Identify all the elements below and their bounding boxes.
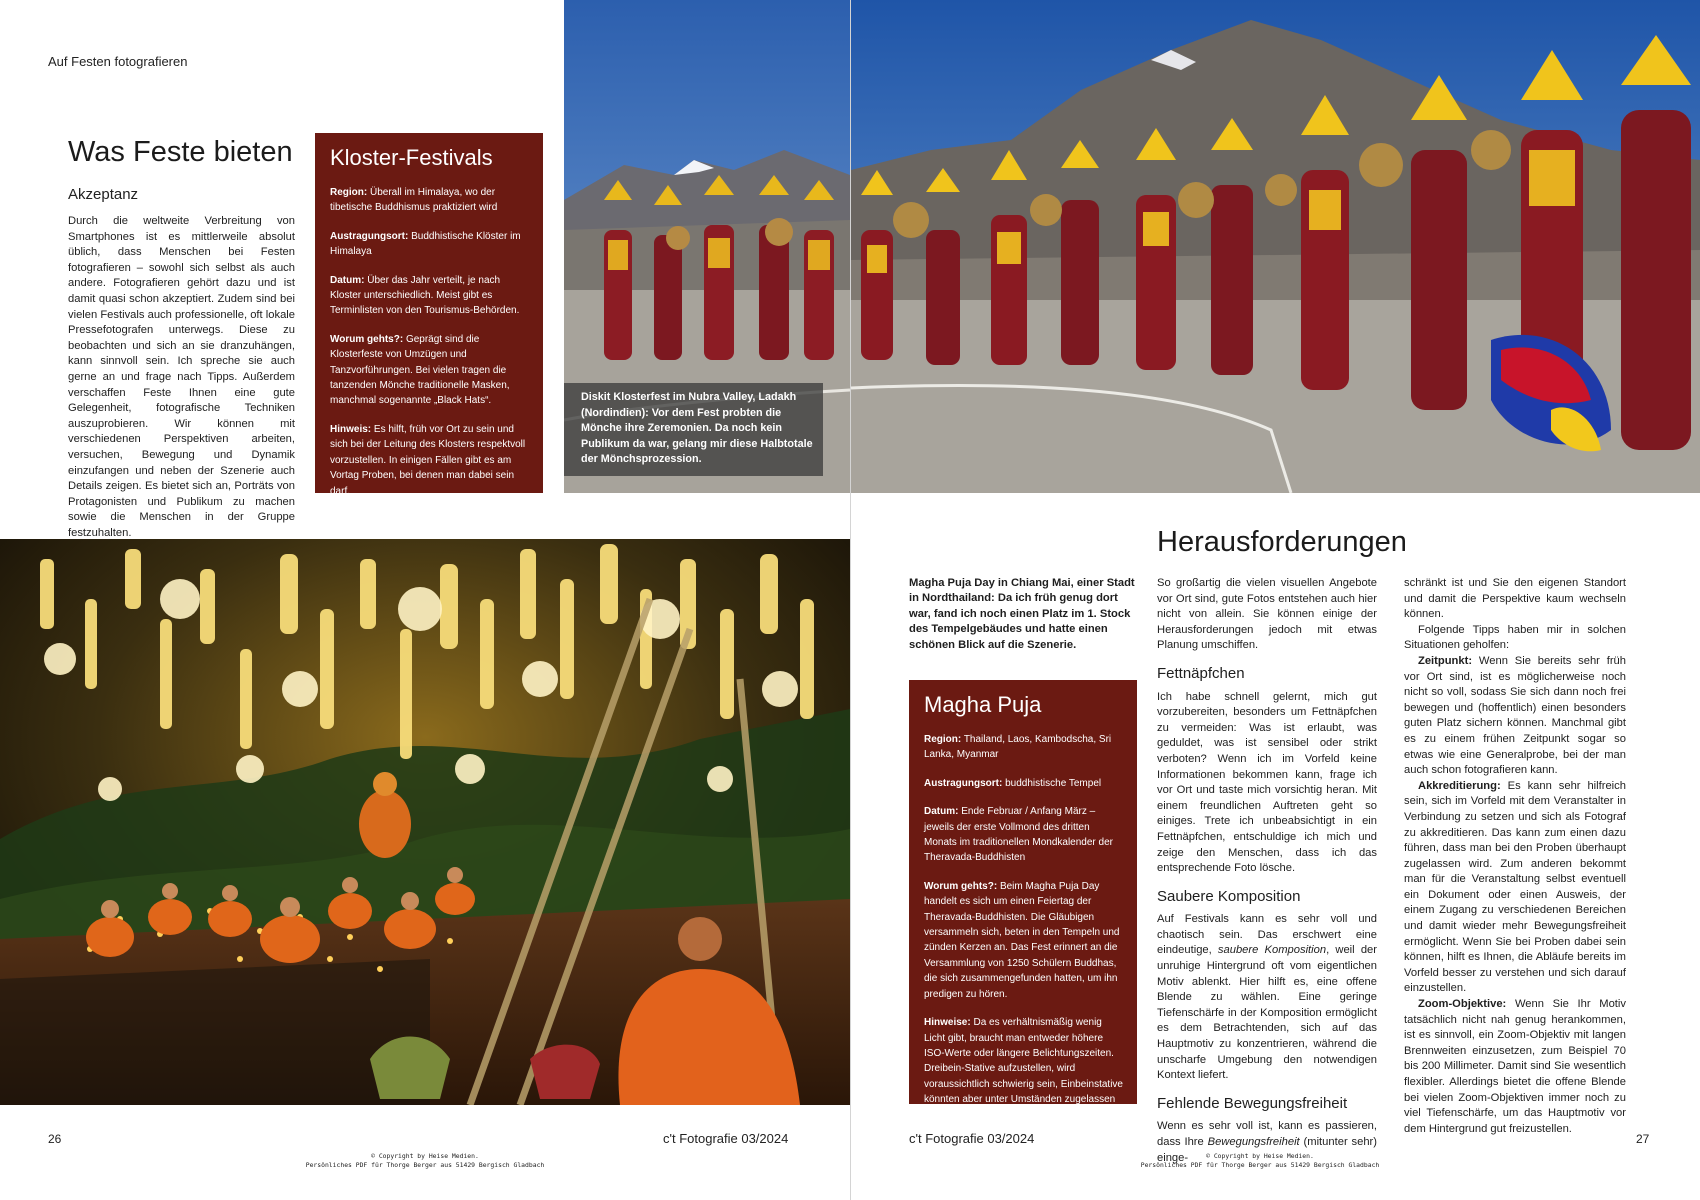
monks-procession-photo-left — [564, 0, 850, 493]
tip-zoom-objektive: Zoom-Objektive: Wenn Sie Ihr Motiv tatsächlich nicht nah genug herankommen, ist es sinnvoll, ein Zoom-Objektiv mit langen Brennweiten einzusetzen, zum Beispiel 70 bis 200 Millimeter. Damit sind Sie wesentlich flexibler. Allerdings bietet die offene Blende bei vielen Zoom-Objektiven immer noch zu viel Tiefenschärfe, um das Hauptmotiv vor dem Hintergrund gut freizustellen. — [1404, 998, 1626, 1135]
page-title: Was Feste bieten — [68, 136, 293, 168]
article-column-1 — [1157, 576, 1377, 1166]
right-page — [851, 0, 1700, 1200]
section-heading-komposition: Saubere Komposition — [1157, 887, 1301, 905]
paragraph-bewegungsfreiheit: Wenn es sehr voll ist, kann es passieren, dass Ihre Bewegungsfreiheit (mitunter sehr) einge- — [1157, 1120, 1378, 1164]
section-heading-bewegungsfreiheit: Fehlende Bewegungsfreiheit — [1157, 1094, 1348, 1112]
tip-zeitpunkt: Zeitpunkt: Wenn Sie bereits sehr früh vor Ort sind, ist es möglicherweise noch nicht so voll, sodass Sie sich dann noch frei bewegen und (hoffentlich) einen besonders guten Platz sichern können. Manchmal gibt es zu einem frühen Zeitpunkt sogar so etwas wie eine Generalprobe, bei der man auch schon fotografieren kann. — [1404, 654, 1627, 777]
copyright-notice: © Copyright by Heise Medien. Persönliches PDF für Thorge Berger aus 51429 Bergisch Gladbach — [305, 1152, 545, 1169]
infobox-date: Datum: Über das Jahr verteilt, je nach Kloster unterschiedlich. Meist gibt es Terminlisten von den Tourismus-Behörden. — [330, 274, 520, 317]
monks-procession-photo-right — [851, 0, 1700, 493]
paragraph: Folgende Tipps haben mir in solchen Situationen geholfen: — [1404, 623, 1626, 652]
running-head: Auf Festen fotografieren — [48, 54, 188, 69]
photo-caption: Diskit Klosterfest im Nubra Valley, Ladakh (Nordindien): Vor dem Fest probten die Mönche ihre Zeremonien. Da noch kein Publikum da war, gelang mir diese Halbtotale der Mönchsprozession. — [564, 383, 823, 476]
page-number: 27 — [1636, 1132, 1650, 1146]
infobox-venue: Austragungsort: Buddhistische Klöster im Himalaya — [330, 230, 521, 258]
copyright-notice: © Copyright by Heise Medien. Persönliches PDF für Thorge Berger aus 51429 Bergisch Gladbach — [1140, 1152, 1380, 1169]
infobox-magha-puja — [909, 680, 1137, 1121]
infobox-hint: Hinweise: Da es verhältnismäßig wenig Licht gibt, braucht man entweder höhere ISO-Werte oder längere Belichtungszeiten. Dreibein-Stative aufzustellen, wird voraussichtlich schwierig sein, Einbeinstative könnten aber unter Umständen zugelassen sein. — [924, 1017, 1123, 1121]
article-column-2 — [1404, 576, 1626, 1137]
intro-paragraph: So großartig die vielen visuellen Angebote vor Ort sind, gute Fotos entstehen auch hier nicht von allein. Sie können einige der Herausforderungen jedoch mit etwas Planung umschiffen. — [1157, 577, 1377, 652]
infobox-kloster-festivals — [315, 133, 543, 497]
section-heading-fettnaepfchen: Fettnäpfchen — [1157, 664, 1245, 682]
monks-procession-illustration-right — [851, 0, 1700, 493]
infobox-about: Worum gehts?: Beim Magha Puja Day handelt es sich um einen Feiertag der Theravada-Buddhisten. Die Gläubigen versammeln sich, beten in den Tempeln und zünden Kerzen an. Das Fest erinnert an die Versammlung von 1250 Schülern Buddhas, die sich zusammengefunden hatten, um ihn predigen zu hören. — [924, 880, 1120, 1000]
paragraph-komposition: Auf Festivals kann es sehr voll und chaotisch sein. Das erschwert eine eindeutige, saubere Komposition, weil der unruhige Hintergrund oft vom eigentlichen Motiv ablenkt. Hier hilft es, eine offene Blende zu wählen. Eine geringe Tiefenschärfe in der Komposition ermöglicht es dem Betrachtenden, sich auf das Hauptmotiv zu konzentrieren, während die unscharfe Umgebung den notwendigen Kontext liefert. — [1157, 913, 1377, 1082]
section-heading-akzeptanz: Akzeptanz — [68, 186, 139, 203]
infobox-date: Datum: Ende Februar / Anfang März – jeweils der erste Vollmond des dritten Monats im traditionellen Mondkalender der Theravada-Buddhisten — [924, 806, 1113, 864]
paragraph: schränkt ist und Sie den eigenen Standort und damit die Perspektive kaum wechseln können. — [1404, 577, 1626, 621]
infobox-about: Worum gehts?: Geprägt sind die Klosterfeste von Umzügen und Tanzvorführungen. Bei vielen tragen die tanzenden Mönche traditionelle Masken, manchmal sogenannte „Black Hats“. — [330, 333, 510, 407]
infobox-title: Kloster-Festivals — [330, 145, 493, 170]
lantern-temple-photo-left — [0, 539, 850, 1105]
tip-akkreditierung: Akkreditierung: Es kann sehr hilfreich sein, sich im Vorfeld mit dem Veranstalter in Verbindung zu setzen und sich als Fotograf zu akkreditieren. Das kann zum einen dazu führen, dass man bei den Proben überhaupt zugelassen wird. Zum anderen bekommt man für die Veranstaltung selbst eventuell ein Dokument oder einen Ausweis, der einem Zugang zu verschiedenen Bereichen und damit wieder mehr Bewegungsfreiheit ermöglicht. Wenn Sie bei Proben dabei sein können, hilft es Ihnen, die Abläufe bereits im Vorfeld besser zu verstehen und sich darauf einzustellen. — [1404, 779, 1626, 995]
photo-caption-magha-puja: Magha Puja Day in Chiang Mai, einer Stadt in Nordthailand: Da ich früh genug dort war, fand ich noch einen Platz im 1. Stock des Tempelgebäudes und hatte einen schönen Blick auf die Szenerie. — [909, 577, 1135, 651]
infobox-region: Region: Überall im Himalaya, wo der tibetische Buddhismus praktiziert wird — [330, 187, 498, 214]
paragraph-fettnaepfchen: Ich habe schnell gelernt, mich gut vorzubereiten, besonders um Fettnäpfchen zu vermeiden: Was ist erlaubt, was geduldet, was ist sensibel oder strikt verboten? Wenn ich im Vorfeld keine Informationen bekommen kann, frage ich vor Ort und taste mich vorsichtig heran. Mit einem freundlichen Auftreten geht so einiges. Trete ich unbeabsichtigt in ein Fettnäpfchen, entschuldige ich mich und zeige den Menschen, dass ich das entsprechende Foto lösche. — [1157, 690, 1377, 875]
infobox-region: Region: Thailand, Laos, Kambodscha, Sri Lanka, Myanmar — [924, 734, 1112, 761]
magazine-name: c't Fotografie 03/2024 — [909, 1131, 1035, 1146]
lantern-temple-illustration — [0, 539, 850, 1105]
infobox-hint: Hinweis: Es hilft, früh vor Ort zu sein und sich bei der Leitung des Klosters respektvoll vorzustellen. In einigen Fällen gibt es am Vortag Proben, bei denen man dabei sein darf. — [330, 423, 526, 497]
paragraph: Durch die weltweite Verbreitung von Smartphones ist es mittlerweile absolut üblich, dass Menschen bei Festen fotografieren – sowohl sich selbst als auch andere. Fotografieren gehört dazu und ist damit quasi schon akzeptiert. Zudem sind bei vielen Festivals auch professionelle, oft lokale Pressefotografen unterwegs. Diese zu beobachten und sich an sie dranzuhängen, kann sinnvoll sein. Ich spreche sie auch gerne an und frage nach Tipps. Außerdem verschaffen Feste Ihnen eine gute Gelegenheit, fotografische Techniken auszuprobieren. Wir können mit verschiedenen Perspektiven arbeiten, versuchen, Bewegung und Dynamik einzufangen und neben der Szenerie auch Details zeigen. Es bietet sich an, Porträts von Protagonisten und Publikum zu machen sowie die Menschen in der Gruppe festzuhalten. — [68, 215, 295, 539]
page-title: Herausforderungen — [1157, 526, 1407, 558]
magazine-name: c't Fotografie 03/2024 — [663, 1131, 789, 1146]
article-body-akzeptanz — [68, 214, 295, 541]
infobox-title: Magha Puja — [924, 692, 1042, 717]
infobox-venue: Austragungsort: buddhistische Tempel — [924, 777, 1102, 789]
page-number: 26 — [48, 1132, 62, 1146]
